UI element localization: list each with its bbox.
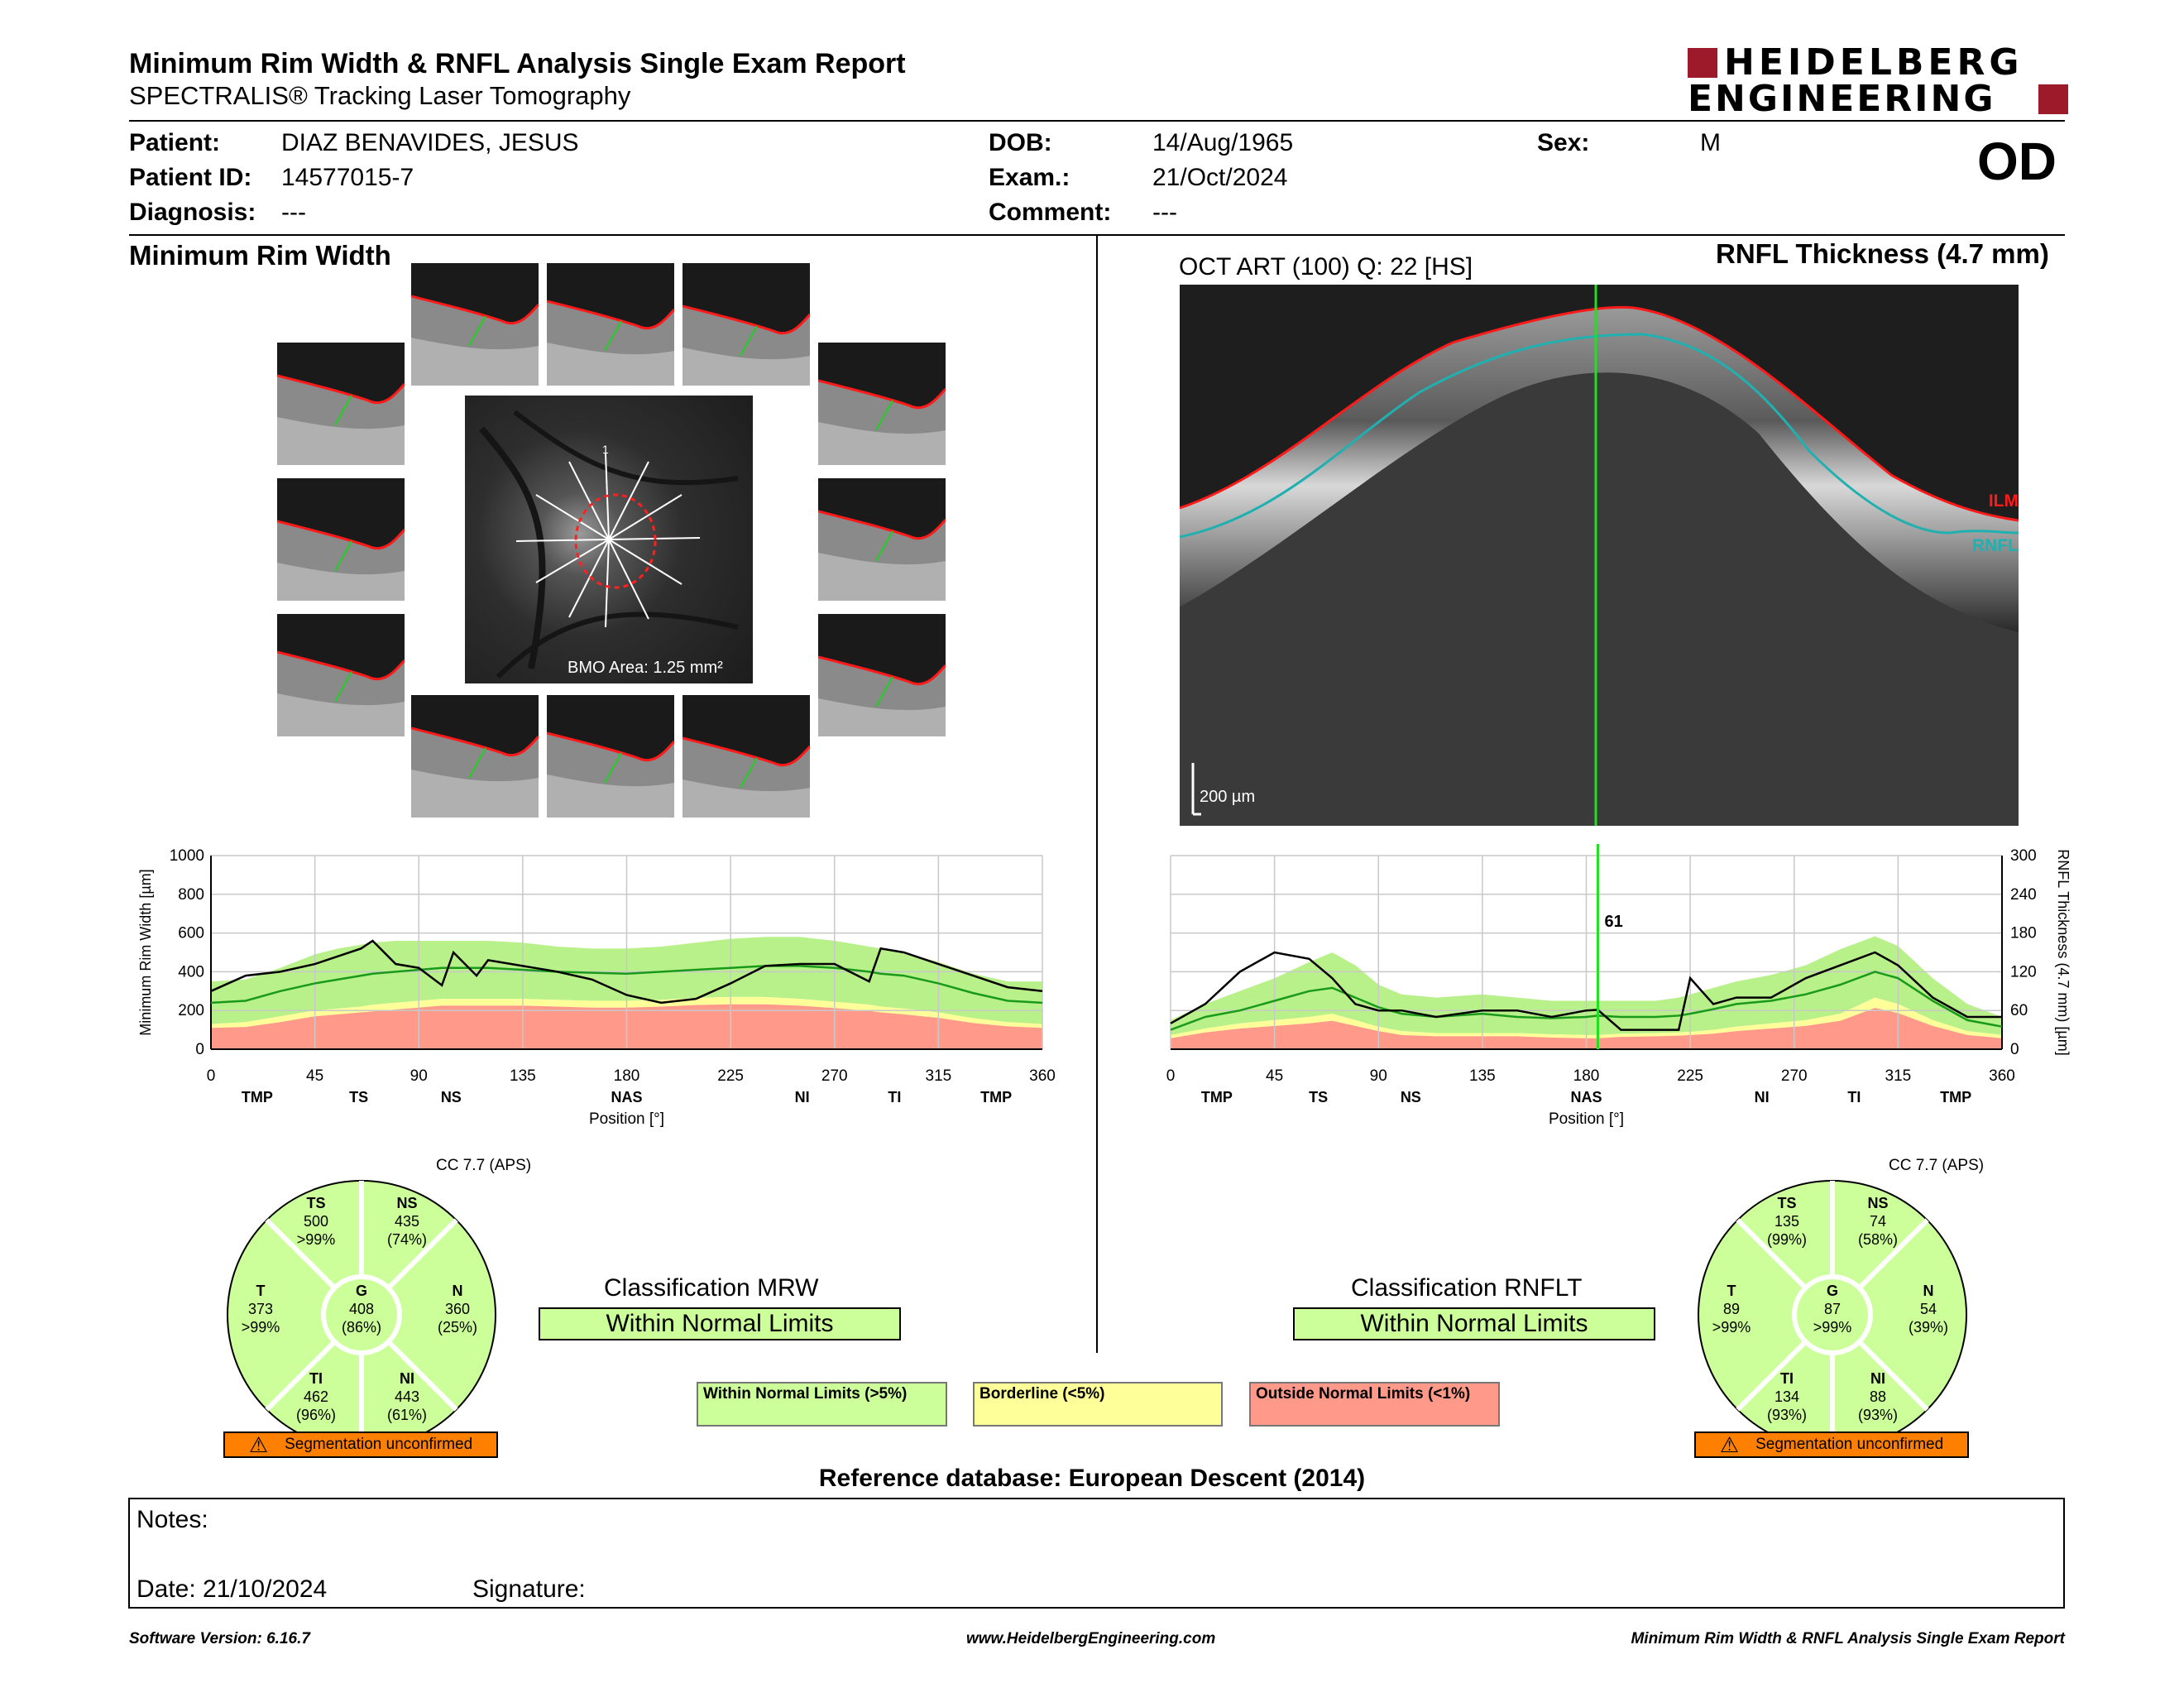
sex-value: M bbox=[1700, 129, 1721, 156]
y-tick-label: 180 bbox=[2010, 924, 2037, 942]
sector-name: G bbox=[1826, 1283, 1839, 1299]
software-version: Software Version: 6.16.7 bbox=[129, 1630, 310, 1647]
diagnosis-value: --- bbox=[281, 199, 306, 226]
sector-percentile: >99% bbox=[296, 1231, 336, 1248]
rnfl-sector-diagram bbox=[1694, 1177, 1971, 1453]
rnfl-warning-text: Segmentation unconfirmed bbox=[1755, 1436, 1944, 1453]
sector-value: 443 bbox=[394, 1388, 420, 1405]
sector-percentile: >99% bbox=[1813, 1319, 1852, 1336]
radial-scan-thumbnail bbox=[547, 695, 674, 818]
radial-scan-thumbnail bbox=[818, 343, 946, 465]
sector-name: NS bbox=[1867, 1195, 1889, 1211]
x-tick-label: 135 bbox=[510, 1067, 536, 1085]
patient-label: Patient: bbox=[129, 129, 221, 156]
y-tick-label: 800 bbox=[178, 885, 204, 904]
rnfl-classification-title: Classification RNFLT bbox=[1351, 1274, 1583, 1302]
x-tick-label: 45 bbox=[1266, 1067, 1284, 1085]
mrw-sector-diagram bbox=[223, 1177, 500, 1453]
mrw-segmentation-warning bbox=[223, 1431, 498, 1458]
x-tick-label: 180 bbox=[613, 1067, 640, 1085]
dob-value: 14/Aug/1965 bbox=[1152, 129, 1294, 156]
rnfl-classification-result: Within Normal Limits bbox=[1293, 1307, 1655, 1340]
x-tick-label: 225 bbox=[717, 1067, 744, 1085]
exam-label: Exam.: bbox=[989, 164, 1070, 191]
warning-icon: ⚠ bbox=[1719, 1431, 1740, 1457]
sector-axis-label: TI bbox=[888, 1089, 902, 1105]
x-tick-label: 270 bbox=[821, 1067, 848, 1085]
y-tick-label: 400 bbox=[178, 963, 204, 981]
sector-axis-label: TS bbox=[1309, 1089, 1329, 1105]
oct-info: OCT ART (100) Q: 22 [HS] bbox=[1179, 253, 1473, 281]
sector-value: 408 bbox=[348, 1301, 375, 1317]
y-tick-label: 0 bbox=[2010, 1041, 2019, 1058]
sector-name: T bbox=[1727, 1283, 1736, 1299]
date-label: Date: 21/10/2024 bbox=[136, 1575, 328, 1603]
header-divider bbox=[129, 120, 2065, 122]
sector-name: NI bbox=[1870, 1370, 1885, 1387]
sector-name: NS bbox=[396, 1195, 418, 1211]
x-tick-label: 90 bbox=[1369, 1067, 1387, 1085]
brand-line2: ENGINEERING bbox=[1688, 78, 1996, 120]
notes-label: Notes: bbox=[136, 1506, 208, 1533]
sector-value: 134 bbox=[1774, 1388, 1800, 1405]
radial-scan-thumbnail bbox=[277, 614, 405, 736]
svg-text:1: 1 bbox=[602, 443, 609, 456]
sector-axis-label: TMP bbox=[980, 1089, 1013, 1105]
sector-axis-label: TS bbox=[349, 1089, 369, 1105]
mrw-section-title: Minimum Rim Width bbox=[129, 240, 391, 271]
rnfl-segmentation-warning bbox=[1694, 1431, 1969, 1458]
dob-label: DOB: bbox=[989, 129, 1052, 156]
website: www.HeidelbergEngineering.com bbox=[966, 1630, 1216, 1647]
y-tick-label: 1000 bbox=[169, 847, 204, 865]
patient-id-label: Patient ID: bbox=[129, 164, 252, 191]
radial-scan-thumbnail bbox=[818, 614, 946, 736]
x-axis-label: Position [°] bbox=[588, 1110, 665, 1128]
sector-axis-label: TMP bbox=[1200, 1089, 1233, 1105]
radial-scan-thumbnail bbox=[682, 695, 810, 818]
warning-icon: ⚠ bbox=[248, 1431, 269, 1457]
x-tick-label: 180 bbox=[1573, 1067, 1600, 1085]
legend-borderline: Borderline (<5%) bbox=[973, 1382, 1223, 1427]
sector-percentile: (93%) bbox=[1766, 1407, 1808, 1423]
sector-axis-label: TMP bbox=[241, 1089, 273, 1105]
sector-percentile: (86%) bbox=[341, 1319, 382, 1336]
sector-percentile: (74%) bbox=[386, 1231, 428, 1248]
sector-value: 54 bbox=[1919, 1301, 1937, 1317]
center-divider bbox=[1096, 236, 1098, 1353]
report-title: Minimum Rim Width & RNFL Analysis Single Exam Report bbox=[129, 48, 906, 79]
sector-value: 89 bbox=[1722, 1301, 1741, 1317]
mrw-profile-chart bbox=[132, 844, 1059, 1134]
comment-label: Comment: bbox=[989, 199, 1112, 226]
sector-name: TS bbox=[306, 1195, 326, 1211]
sector-value: 135 bbox=[1774, 1213, 1800, 1230]
sector-axis-label: TI bbox=[1847, 1089, 1861, 1105]
sector-percentile: >99% bbox=[241, 1319, 280, 1336]
sector-name: T bbox=[256, 1283, 266, 1299]
radial-scan-thumbnail bbox=[411, 263, 539, 386]
sector-value: 435 bbox=[394, 1213, 420, 1230]
x-tick-label: 360 bbox=[1989, 1067, 2015, 1085]
bmo-area-label: BMO Area: 1.25 mm² bbox=[568, 659, 723, 677]
radial-scan-thumbnail bbox=[818, 478, 946, 601]
sector-name: TS bbox=[1777, 1195, 1797, 1211]
sector-axis-label: NS bbox=[1400, 1089, 1421, 1105]
sector-percentile: (93%) bbox=[1857, 1407, 1899, 1423]
mrw-cc-label: CC 7.7 (APS) bbox=[436, 1157, 532, 1174]
sector-name: N bbox=[1923, 1283, 1934, 1299]
x-tick-label: 360 bbox=[1029, 1067, 1056, 1085]
brand-logo bbox=[1688, 41, 2068, 120]
patient-name: DIAZ BENAVIDES, JESUS bbox=[281, 129, 579, 156]
y-tick-label: 0 bbox=[195, 1041, 204, 1058]
x-tick-label: 315 bbox=[1885, 1067, 1912, 1085]
sector-axis-label: NI bbox=[1754, 1089, 1770, 1105]
x-tick-label: 45 bbox=[306, 1067, 324, 1085]
sector-percentile: (96%) bbox=[295, 1407, 337, 1423]
report-subtitle: SPECTRALIS® Tracking Laser Tomography bbox=[129, 81, 631, 110]
radial-scan-thumbnail bbox=[547, 263, 674, 386]
ilm-label: ILM bbox=[1988, 492, 2019, 511]
y-tick-label: 60 bbox=[2010, 1002, 2028, 1020]
reference-database: Reference database: European Descent (2014) bbox=[818, 1465, 1366, 1492]
y-axis-label: Minimum Rim Width [µm] bbox=[137, 869, 154, 1036]
radial-scan-thumbnail bbox=[411, 695, 539, 818]
mrw-classification-result: Within Normal Limits bbox=[539, 1307, 901, 1340]
sector-axis-label: NAS bbox=[1570, 1089, 1602, 1105]
cursor-value: 61 bbox=[1604, 912, 1623, 931]
sector-axis-label: NI bbox=[794, 1089, 810, 1105]
scale-bar-label: 200 µm bbox=[1200, 788, 1256, 806]
y-tick-label: 300 bbox=[2010, 847, 2037, 865]
rnfl-layer-label: RNFL bbox=[1972, 536, 2019, 555]
mrw-warning-text: Segmentation unconfirmed bbox=[285, 1436, 473, 1453]
radial-scan-thumbnail bbox=[277, 343, 405, 465]
fundus-image bbox=[465, 396, 753, 683]
notes-box bbox=[128, 1498, 2065, 1609]
sector-axis-label: NS bbox=[440, 1089, 462, 1105]
sector-percentile: (61%) bbox=[386, 1407, 428, 1423]
rnfl-section-title: RNFL Thickness (4.7 mm) bbox=[1716, 238, 2049, 269]
patient-id: 14577015-7 bbox=[281, 164, 414, 191]
sector-name: TI bbox=[1780, 1370, 1794, 1387]
x-tick-label: 225 bbox=[1677, 1067, 1703, 1085]
sector-value: 88 bbox=[1869, 1388, 1887, 1405]
sector-value: 74 bbox=[1869, 1213, 1887, 1230]
y-tick-label: 120 bbox=[2010, 963, 2037, 981]
radial-scan-thumbnail bbox=[682, 263, 810, 386]
legend-wnl: Within Normal Limits (>5%) bbox=[697, 1382, 947, 1427]
rnfl-cc-label: CC 7.7 (APS) bbox=[1889, 1157, 1985, 1174]
footer-report-name: Minimum Rim Width & RNFL Analysis Single Exam Report bbox=[1631, 1630, 2065, 1647]
sector-value: 87 bbox=[1823, 1301, 1842, 1317]
legend-outside: Outside Normal Limits (<1%) bbox=[1249, 1382, 1500, 1427]
sector-name: G bbox=[355, 1283, 368, 1299]
sector-percentile: (25%) bbox=[437, 1319, 478, 1336]
sector-value: 500 bbox=[303, 1213, 329, 1230]
sector-percentile: (58%) bbox=[1857, 1231, 1899, 1248]
eye-label: OD bbox=[1977, 132, 2057, 191]
sector-percentile: >99% bbox=[1712, 1319, 1751, 1336]
brand-line1: HEIDELBERG bbox=[1724, 41, 2024, 84]
sector-name: NI bbox=[400, 1370, 414, 1387]
sector-name: N bbox=[452, 1283, 463, 1299]
sector-value: 373 bbox=[247, 1301, 274, 1317]
x-tick-label: 135 bbox=[1469, 1067, 1496, 1085]
mrw-classification-title: Classification MRW bbox=[604, 1274, 819, 1302]
rnfl-profile-chart bbox=[1146, 844, 2072, 1134]
exam-value: 21/Oct/2024 bbox=[1152, 164, 1288, 191]
comment-value: --- bbox=[1152, 199, 1177, 226]
diagnosis-label: Diagnosis: bbox=[129, 199, 256, 226]
signature-label: Signature: bbox=[472, 1575, 586, 1603]
x-tick-label: 0 bbox=[206, 1067, 216, 1085]
y-tick-label: 240 bbox=[2010, 885, 2037, 904]
sex-label: Sex: bbox=[1537, 129, 1590, 156]
x-tick-label: 315 bbox=[925, 1067, 952, 1085]
sector-axis-label: NAS bbox=[611, 1089, 643, 1105]
sector-percentile: (99%) bbox=[1766, 1231, 1808, 1248]
x-tick-label: 270 bbox=[1780, 1067, 1808, 1085]
x-tick-label: 0 bbox=[1166, 1067, 1176, 1085]
y-tick-label: 200 bbox=[178, 1002, 204, 1020]
y-axis-label: RNFL Thickness (4.7 mm) [µm] bbox=[2055, 849, 2071, 1056]
sector-value: 462 bbox=[303, 1388, 329, 1405]
sector-percentile: (39%) bbox=[1908, 1319, 1949, 1336]
x-axis-label: Position [°] bbox=[1548, 1110, 1625, 1128]
sector-value: 360 bbox=[444, 1301, 471, 1317]
sector-name: TI bbox=[309, 1370, 323, 1387]
oct-bscan-image bbox=[1180, 285, 2019, 826]
y-tick-label: 600 bbox=[178, 924, 204, 942]
x-tick-label: 90 bbox=[410, 1067, 428, 1085]
radial-scan-thumbnail bbox=[277, 478, 405, 601]
sector-axis-label: TMP bbox=[1940, 1089, 1972, 1105]
